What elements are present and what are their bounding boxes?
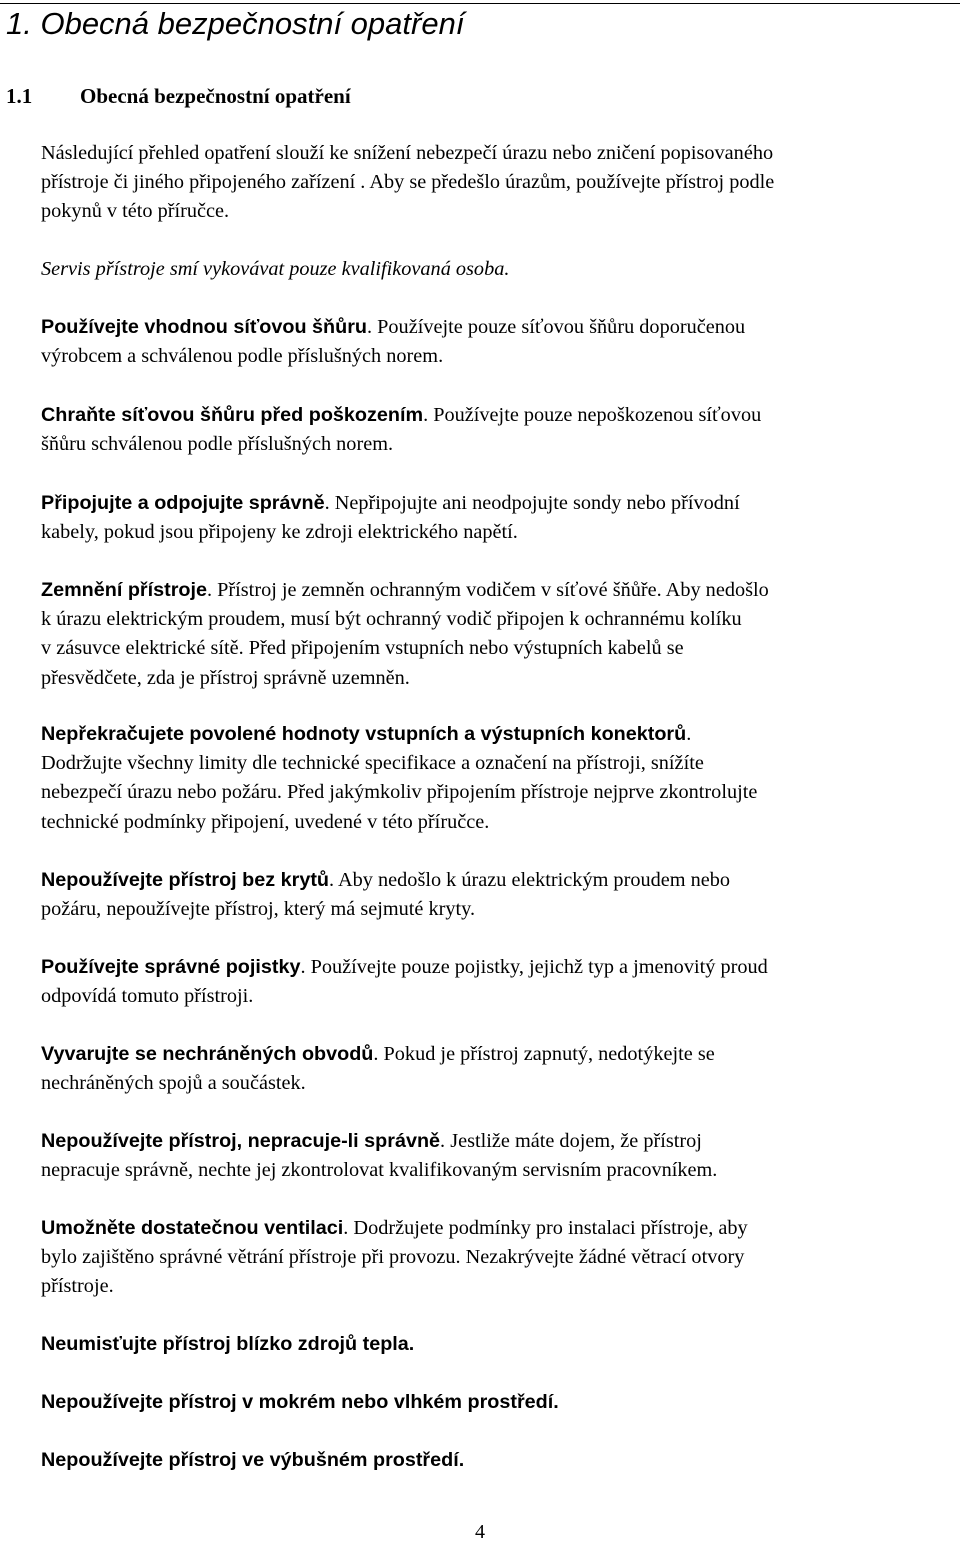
warning-text: Neumisťujte přístroj blízko zdrojů tepla.: [41, 1333, 415, 1355]
item-text: . Používejte pouze pojistky, jejichž typ a jmenovitý proud: [300, 956, 768, 978]
item-text: . Jestliže máte dojem, že přístroj: [440, 1130, 702, 1152]
item-text: nechráněných spojů a součástek.: [41, 1072, 306, 1095]
item-heading: Zemnění přístroje: [41, 579, 207, 601]
intro-line: pokynů v této příručce.: [41, 200, 230, 223]
item-text: přesvědčete, zda je přístroj správně uzemněn.: [41, 666, 410, 689]
section-heading: [6, 82, 351, 110]
item-text: v zásuvce elektrické sítě. Před připojením vstupních nebo výstupních kabelů se: [41, 637, 684, 660]
item-heading: Používejte vhodnou síťovou šňůru: [41, 316, 367, 338]
item-heading: Připojujte a odpojujte správně: [41, 492, 325, 514]
safety-item: [41, 576, 769, 693]
item-text: šňůru schválenou podle příslušných norem.: [41, 433, 394, 456]
item-text: kabely, pokud jsou připojeny ke zdroji elektrického napětí.: [41, 521, 518, 544]
page-number: 4: [475, 1521, 485, 1543]
item-text: bylo zajištěno správné větrání přístroje při provozu. Nezakrývejte žádné větrací otvory: [41, 1246, 745, 1269]
intro-paragraph: [41, 139, 774, 227]
safety-item: [41, 489, 740, 547]
item-text: . Nepřipojujte ani neodpojujte sondy nebo přívodní: [324, 492, 740, 514]
item-heading: Chraňte síťovou šňůru před poškozením: [41, 404, 424, 426]
item-heading: Umožněte dostatečnou ventilaci: [41, 1217, 344, 1239]
safety-item: [41, 1040, 715, 1098]
safety-warning: [41, 1330, 414, 1359]
section-number: 1.1: [6, 84, 33, 108]
safety-item: [41, 401, 761, 459]
item-text: přístroje.: [41, 1275, 114, 1298]
item-text: technické podmínky připojení, uvedené v této příručce.: [41, 810, 490, 833]
safety-item: [41, 313, 745, 371]
item-text: . Používejte pouze nepoškozenou síťovou: [423, 404, 762, 426]
item-text: . Aby nedošlo k úrazu elektrickým proudem nebo: [329, 869, 731, 891]
intro-line: přístroje či jiného připojeného zařízení . Aby se předešlo úrazům, používejte přístroj podle: [41, 171, 775, 194]
item-text: nepracuje správně, nechte jej zkontrolovat kvalifikovaným servisním pracovníkem.: [41, 1159, 718, 1182]
page-title: 1. Obecná bezpečnostní opatření: [6, 6, 465, 41]
item-text: . Dodržujete podmínky pro instalaci přístroje, aby: [343, 1217, 748, 1239]
item-text: nebezpečí úrazu nebo požáru. Před jakýmkoliv připojením přístroje nejprve zkontrolujte: [41, 781, 758, 804]
item-heading: Vyvarujte se nechráněných obvodů: [41, 1043, 374, 1065]
item-heading: Používejte správné pojistky: [41, 956, 301, 978]
safety-item: [41, 1214, 748, 1302]
warning-text: Nepoužívejte přístroj v mokrém nebo vlhkém prostředí.: [41, 1391, 559, 1413]
item-text: Dodržujte všechny limity dle technické specifikace a označení na přístroji, snížíte: [41, 752, 704, 775]
safety-item: [41, 953, 768, 1011]
section-title: Obecná bezpečnostní opatření: [80, 84, 351, 108]
service-note: Servis přístroje smí vykovávat pouze kvalifikovaná osoba.: [41, 258, 510, 280]
item-heading: Nepoužívejte přístroj, nepracuje-li správně: [41, 1130, 441, 1152]
item-text: požáru, nepoužívejte přístroj, který má sejmuté kryty.: [41, 898, 476, 921]
safety-warning: [41, 1388, 559, 1417]
item-text: . Přístroj je zemněn ochranným vodičem v síťové šňůře. Aby nedošlo: [206, 579, 769, 601]
safety-item: [41, 1127, 717, 1185]
item-text: odpovídá tomuto přístroji.: [41, 985, 254, 1008]
item-heading: Nepřekračujete povolené hodnoty vstupních a výstupních konektorů: [41, 723, 687, 745]
safety-warning: [41, 1446, 464, 1475]
item-text: k úrazu elektrickým proudem, musí být ochranný vodič připojen k ochrannému kolíku: [41, 608, 742, 631]
item-text: .: [686, 723, 692, 745]
warning-text: Nepoužívejte přístroj ve výbušném prostředí.: [41, 1449, 465, 1471]
intro-line: Následující přehled opatření slouží ke snížení nebezpečí úrazu nebo zničení popisovaného: [41, 142, 774, 164]
safety-item: [41, 720, 757, 837]
item-heading: Nepoužívejte přístroj bez krytů: [41, 869, 329, 891]
item-text: . Používejte pouze síťovou šňůru doporučenou: [367, 316, 746, 338]
safety-item: [41, 866, 730, 924]
item-text: výrobcem a schválenou podle příslušných norem.: [41, 345, 444, 368]
item-text: . Pokud je přístroj zapnutý, nedotýkejte se: [373, 1043, 715, 1065]
